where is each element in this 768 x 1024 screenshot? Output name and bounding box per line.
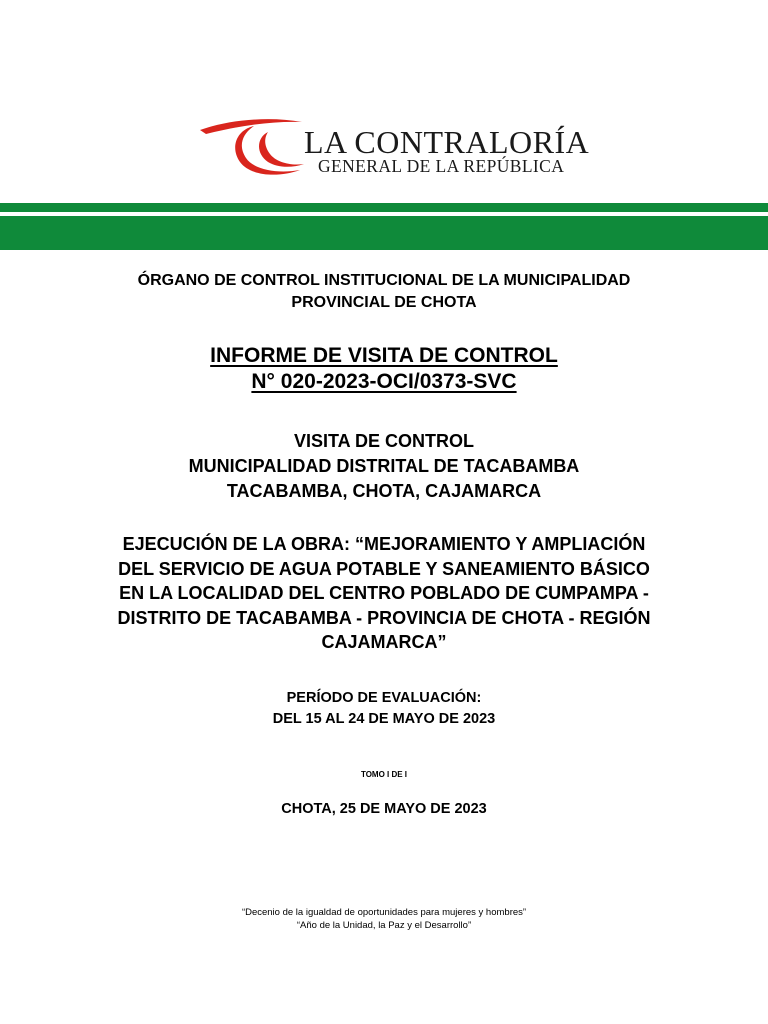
visit-line: VISITA DE CONTROL: [294, 431, 474, 451]
document-date: CHOTA, 25 DE MAYO DE 2023: [281, 801, 487, 817]
logo-title: LA CONTRALORÍA: [304, 124, 590, 160]
organ-line: PROVINCIAL DE CHOTA: [291, 294, 477, 311]
obra-description: [0, 532, 768, 655]
tomo-label: TOMO I DE I: [360, 770, 408, 779]
obra-line: CAJAMARCA”: [321, 632, 447, 652]
obra-line: EN LA LOCALIDAD DEL CENTRO POBLADO DE CUMPAMPA -: [119, 583, 649, 603]
contraloria-swoosh-icon: [198, 116, 308, 182]
organ-line: ÓRGANO DE CONTROL INSTITUCIONAL DE LA MUNICIPALIDAD: [137, 272, 631, 289]
visit-line: MUNICIPALIDAD DISTRITAL DE TACABAMBA: [188, 456, 580, 476]
contraloria-logo: [198, 116, 590, 182]
organ-heading: [0, 270, 768, 314]
header-band-thin: [0, 203, 768, 212]
footer-motto: [0, 906, 768, 932]
report-title: [0, 343, 768, 395]
logo-subtitle: GENERAL DE LA REPÚBLICA: [318, 156, 565, 176]
visit-line: TACABAMBA, CHOTA, CAJAMARCA: [226, 481, 542, 501]
obra-line: DISTRITO DE TACABAMBA - PROVINCIA DE CHOTA - REGIÓN: [117, 607, 651, 628]
motto-line: “Decenio de la igualdad de oportunidades para mujeres y hombres”: [241, 907, 527, 918]
evaluation-period: [0, 688, 768, 730]
period-line: PERÍODO DE EVALUACIÓN:: [286, 690, 482, 706]
period-line: DEL 15 AL 24 DE MAYO DE 2023: [272, 711, 496, 727]
report-number-line: N° 020-2023-OCI/0373-SVC: [251, 370, 517, 393]
motto-line: “Año de la Unidad, la Paz y el Desarrollo”: [296, 920, 472, 931]
obra-line: DEL SERVICIO DE AGUA POTABLE Y SANEAMIENTO BÁSICO: [118, 558, 650, 579]
visit-heading: [0, 429, 768, 504]
header-band-thick: [0, 216, 768, 250]
obra-line: EJECUCIÓN DE LA OBRA: “MEJORAMIENTO Y AMPLIACIÓN: [122, 534, 646, 554]
report-title-line: INFORME DE VISITA DE CONTROL: [210, 344, 558, 367]
